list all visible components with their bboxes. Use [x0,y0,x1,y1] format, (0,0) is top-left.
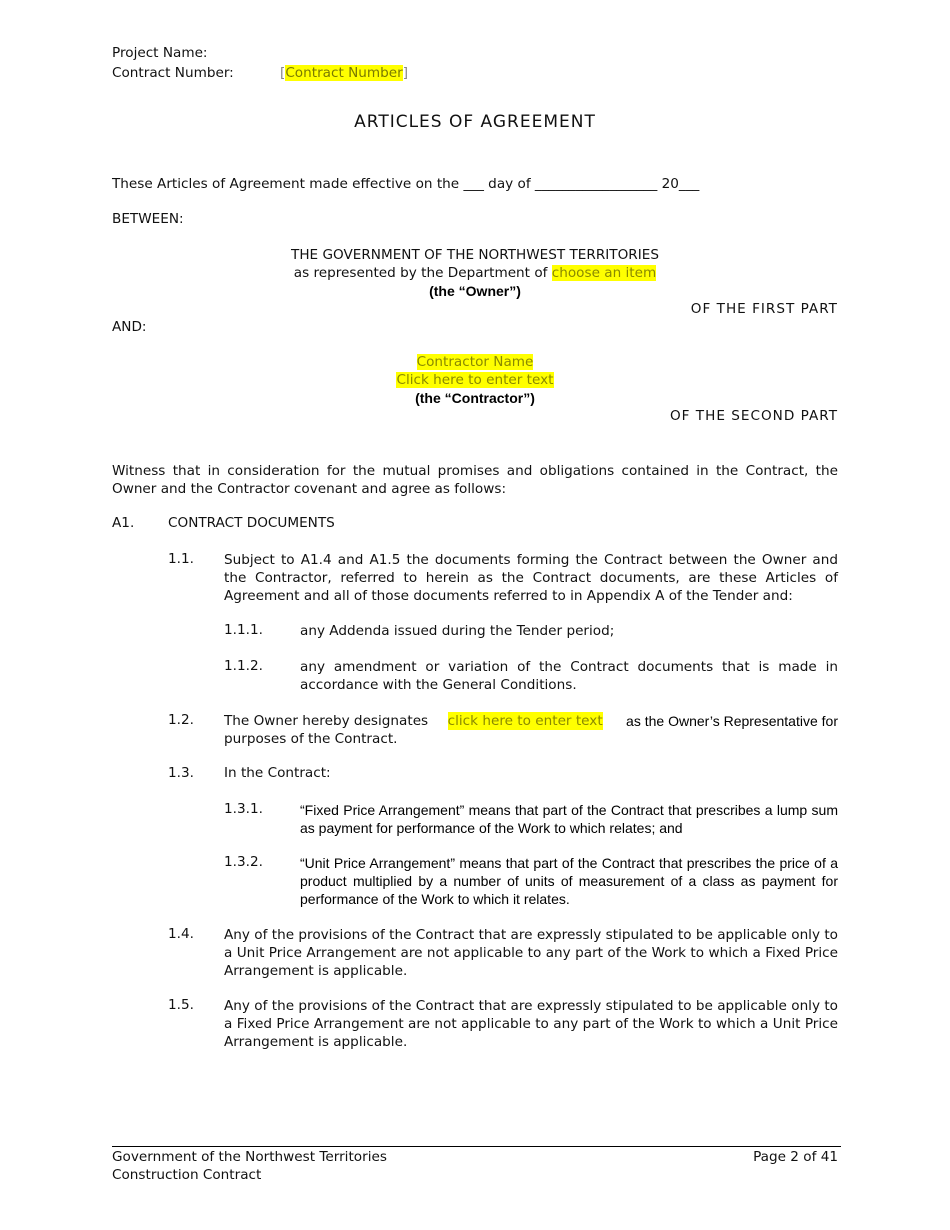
clause-1-2-line2: purposes of the Contract. [224,731,398,747]
page-title: ARTICLES OF AGREEMENT [354,112,596,132]
clause-1-1-1-number: 1.1.1. [224,622,263,638]
clause-1-3-2-text: “Unit Price Arrangement” means that part of the Contract that prescribes the price of a product multiplied by a number of units of measurement of a class as payment for performance of the Work to which it relates. [300,855,838,907]
bracket-close: ] [402,65,409,81]
clause-1-3-1-number: 1.3.1. [224,801,263,817]
clause-1-2-line1 [224,712,838,730]
clause-1-2-text-after: as the Owner’s Representative for [622,713,838,729]
section-number: A1. [112,515,135,531]
clause-1-1-2-text: any amendment or variation of the Contract documents that is made in accordance with the General Conditions. [300,659,838,693]
bracket-open: [ [280,65,286,81]
contractor-name-line [112,354,838,370]
between-label: BETWEEN: [112,211,184,227]
owner-defined-as: (the “Owner”) [429,283,521,299]
contract-number-label: Contract Number: [112,65,234,81]
clause-1-1-number: 1.1. [168,551,194,567]
clause-1-2-text-before: The Owner hereby designates [224,713,429,729]
first-part-label: OF THE FIRST PART [690,301,838,317]
contract-number-field-wrapper[interactable] [280,65,408,81]
clause-1-5-text: Any of the provisions of the Contract that are expressly stipulated to be applicable only to a Fixed Price Arrangement are not applicable to any part of the Work to which a Unit Price Arrangement is applicable. [224,998,838,1050]
footer-doc: Construction Contract [112,1167,262,1183]
clause-1-5-number: 1.5. [168,997,194,1013]
owner-represented-line [112,265,838,281]
clause-1-4-number: 1.4. [168,926,194,942]
clause-1-3-1-text: “Fixed Price Arrangement” means that part of the Contract that prescribes a lump sum as payment for performance of the Work to which relates; and [300,802,838,836]
clause-1-1-text: Subject to A1.4 and A1.5 the documents forming the Contract between the Owner and the Contractor, referred to herein as the Contract documents, are these Articles of Agreement and all of those documents referred to in Appendix A of the Tender and: [224,552,838,604]
footer-org: Government of the Northwest Territories [112,1149,387,1165]
clause-1-3-2-number: 1.3.2. [224,854,263,870]
footer-page-number: Page 2 of 41 [753,1149,838,1165]
and-label: AND: [112,319,147,335]
contractor-name-field[interactable]: Contractor Name [416,354,534,370]
contract-number-field[interactable]: Contract Number [285,65,403,81]
second-part-label: OF THE SECOND PART [669,408,838,424]
clause-1-1-1-text: any Addenda issued during the Tender period; [300,623,615,639]
contractor-address-field[interactable]: Click here to enter text [396,372,554,388]
owner-representative-field[interactable]: click here to enter text [447,713,603,729]
section-heading: CONTRACT DOCUMENTS [168,515,335,531]
clause-1-2-text [224,712,838,748]
clause-1-4-text: Any of the provisions of the Contract that are expressly stipulated to be applicable only to a Unit Price Arrangement are not applicable to any part of the Work to which a Fixed Price Arrangement is applicable. [224,927,838,979]
owner-represented-prefix: as represented by the Department of [293,265,552,281]
clause-1-3-text: In the Contract: [224,765,331,781]
clause-1-1-2-number: 1.1.2. [224,658,263,674]
clause-1-3-number: 1.3. [168,765,194,781]
contractor-address-line [112,372,838,388]
owner-name: THE GOVERNMENT OF THE NORTHWEST TERRITORIES [291,247,659,263]
department-select[interactable]: choose an item [551,265,657,281]
clause-1-2-number: 1.2. [168,712,194,728]
contractor-defined-as: (the “Contractor”) [415,390,535,406]
effective-date-line: These Articles of Agreement made effective on the ___ day of __________________ 20___ [112,176,700,192]
footer-divider [112,1146,841,1147]
project-name-label: Project Name: [112,45,208,61]
witness-paragraph: Witness that in consideration for the mutual promises and obligations contained in the Contract, the Owner and the Contractor covenant and agree as follows: [112,463,838,497]
